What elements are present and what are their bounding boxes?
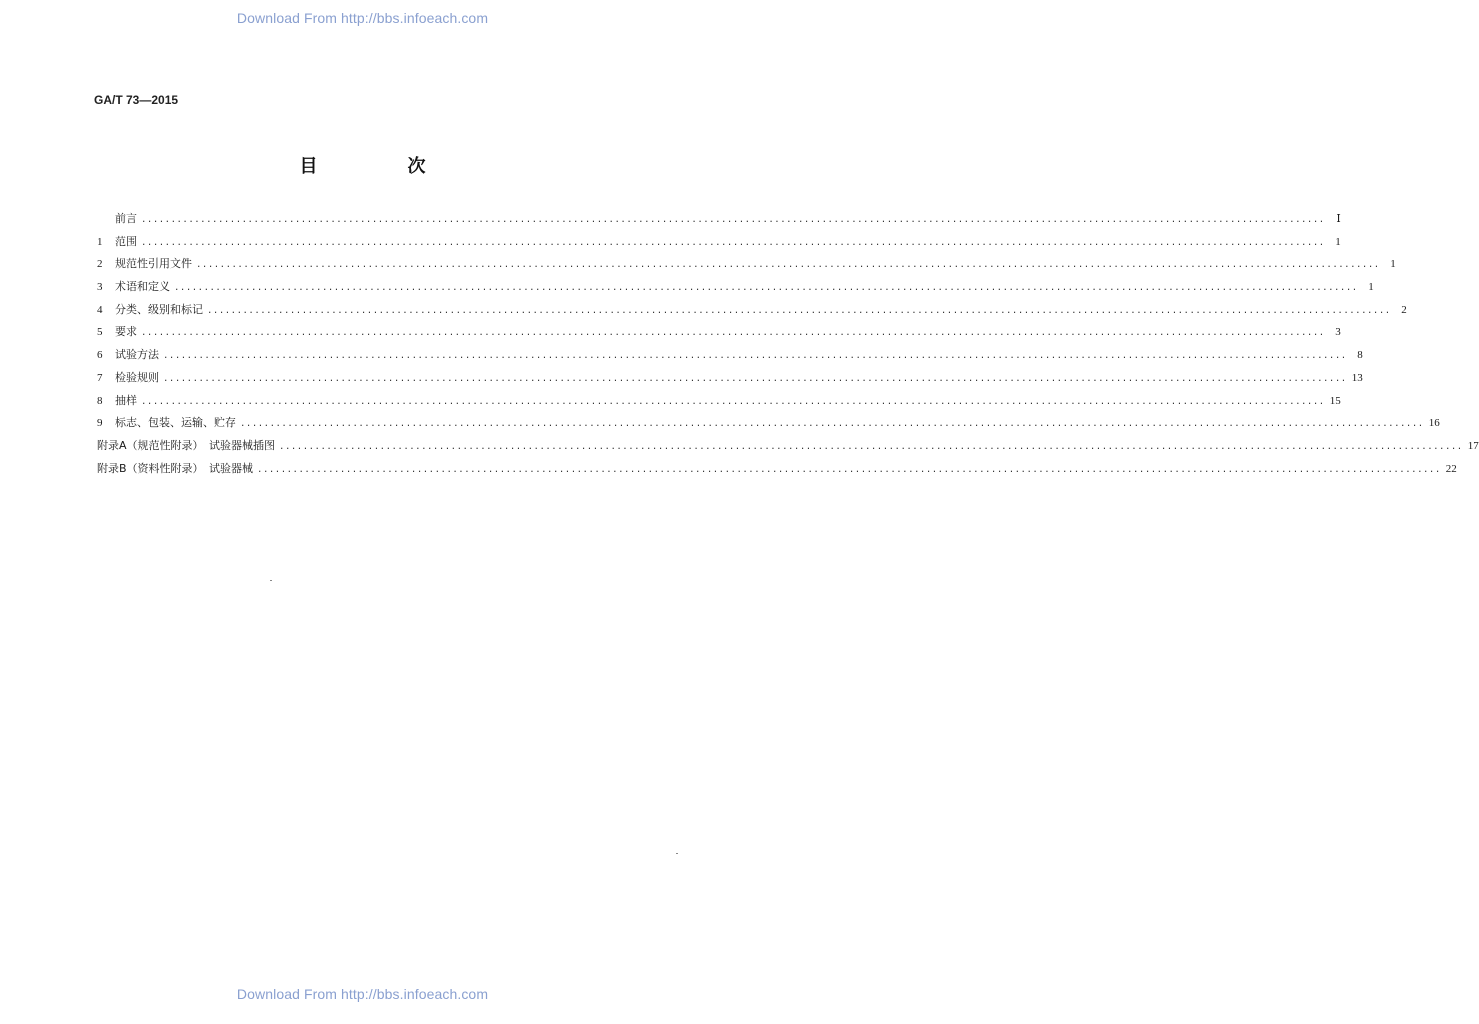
toc-entry-page: Ⅰ bbox=[1336, 213, 1341, 225]
toc-leader-dots: ........................................................................................................................................................................................................ bbox=[141, 215, 1325, 225]
toc-entry-title: 要求 bbox=[115, 325, 137, 339]
toc-entry-title: 附录A（规范性附录） 试验器械插图 bbox=[97, 438, 276, 452]
toc-entry-title: 附录B（资料性附录） 试验器械 bbox=[97, 461, 254, 475]
standard-code: GA/T 73—2015 bbox=[94, 93, 179, 107]
toc-entry-number: 3 bbox=[97, 281, 103, 294]
toc-entry-number: 6 bbox=[97, 349, 103, 362]
toc-entry-annex-b[interactable] bbox=[97, 458, 1457, 481]
toc-entry-sampling[interactable] bbox=[97, 390, 1341, 413]
toc-entry-page: 8 bbox=[1357, 349, 1363, 362]
toc-entry-number: 7 bbox=[97, 371, 103, 384]
toc-entry-title: 标志、包装、运输、贮存 bbox=[115, 416, 236, 430]
toc-title: 目 次 bbox=[299, 156, 462, 177]
toc-entry-title: 前言 bbox=[115, 212, 137, 225]
toc-entry-test-methods[interactable] bbox=[97, 344, 1363, 367]
toc-entry-page: 15 bbox=[1329, 394, 1341, 407]
toc-entry-page: 3 bbox=[1335, 326, 1341, 339]
toc-leader-dots: ........................................................................................................................................................................................................ bbox=[163, 373, 1347, 384]
toc-entry-number: 5 bbox=[97, 326, 103, 339]
toc-entry-inspection-rules[interactable] bbox=[97, 367, 1363, 390]
toc-entry-number: 8 bbox=[97, 394, 103, 407]
toc-leader-dots: ........................................................................................................................................................................................................ bbox=[196, 260, 1380, 271]
toc-leader-dots: ........................................................................................................................................................................................................ bbox=[240, 419, 1424, 430]
toc-entry-title: 分类、级别和标记 bbox=[115, 302, 203, 316]
toc-leader-dots: ........................................................................................................................................................................................................ bbox=[141, 328, 1325, 339]
toc-entry-marking-packaging[interactable] bbox=[97, 412, 1440, 435]
toc-entry-scope[interactable] bbox=[97, 231, 1341, 254]
toc-entry-foreword[interactable] bbox=[97, 208, 1341, 231]
toc-leader-dots: ........................................................................................................................................................................................................ bbox=[174, 283, 1358, 294]
toc-leader-dots: ........................................................................................................................................................................................................ bbox=[207, 305, 1391, 316]
toc-entry-page: 16 bbox=[1428, 417, 1440, 430]
toc-entry-title: 检验规则 bbox=[115, 370, 159, 384]
toc-entry-number: 1 bbox=[97, 235, 103, 248]
toc-leader-dots: ........................................................................................................................................................................................................ bbox=[141, 237, 1325, 248]
toc-entry-terms[interactable] bbox=[97, 276, 1374, 299]
watermark-bottom: Download From http://bbs.infoeach.com bbox=[236, 986, 489, 1002]
toc-entry-page: 22 bbox=[1445, 462, 1457, 475]
toc-entry-annex-a[interactable] bbox=[97, 435, 1479, 458]
toc-entry-title: 试验方法 bbox=[115, 348, 159, 362]
scan-speck bbox=[676, 853, 678, 854]
toc-entry-title: 范围 bbox=[115, 234, 137, 248]
toc-leader-dots: ........................................................................................................................................................................................................ bbox=[141, 396, 1325, 407]
toc-entry-page: 1 bbox=[1335, 235, 1341, 248]
toc-entry-number: 9 bbox=[97, 417, 103, 430]
toc-entry-page: 17 bbox=[1467, 439, 1479, 452]
toc-entry-number: 2 bbox=[97, 258, 103, 271]
toc-entry-number: 4 bbox=[97, 303, 103, 316]
toc-entry-page: 2 bbox=[1401, 303, 1407, 316]
toc-entry-title: 术语和定义 bbox=[115, 280, 170, 294]
watermark-top: Download From http://bbs.infoeach.com bbox=[236, 10, 489, 26]
toc-entry-page: 1 bbox=[1368, 281, 1374, 294]
toc-entry-title: 抽样 bbox=[115, 393, 137, 407]
toc-entry-page: 13 bbox=[1351, 371, 1363, 384]
toc-entry-title: 规范性引用文件 bbox=[115, 257, 192, 271]
toc-entry-page: 1 bbox=[1390, 258, 1396, 271]
table-of-contents bbox=[97, 208, 1479, 480]
toc-leader-dots: ........................................................................................................................................................................................................ bbox=[257, 464, 1441, 475]
toc-entry-normative-references[interactable] bbox=[97, 253, 1396, 276]
toc-entry-classification[interactable] bbox=[97, 299, 1407, 322]
scan-speck bbox=[270, 580, 272, 581]
toc-leader-dots: ........................................................................................................................................................................................................ bbox=[279, 441, 1463, 452]
toc-entry-requirements[interactable] bbox=[97, 321, 1341, 344]
toc-leader-dots: ........................................................................................................................................................................................................ bbox=[163, 351, 1347, 362]
